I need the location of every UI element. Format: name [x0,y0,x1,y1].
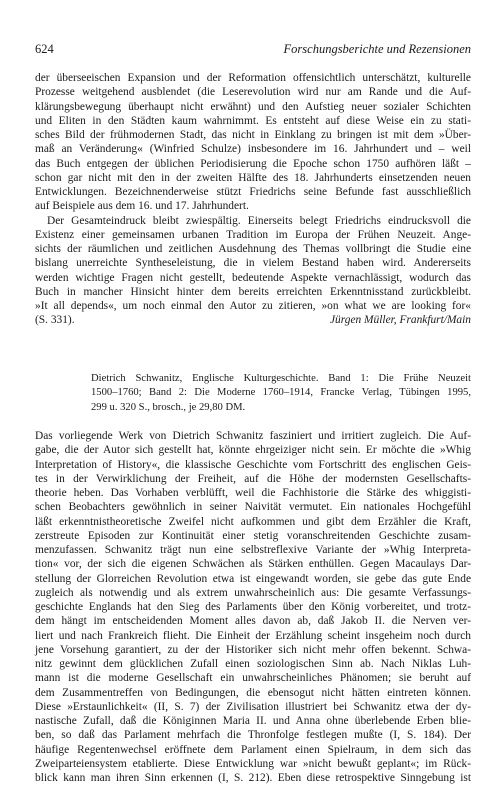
text-line: Zweiparteiensystem etablierte. Diese Entwicklung war »nicht bewußt geplant«; im Rück- [35,757,471,770]
text-line: werden wichtige Fragen nicht gestellt, bedeutende Aspekte vernachlässigt, wodurch das [35,271,471,284]
text-line: stellung der Glorreichen Revolution etwa ist eingewandt worden, sie gebe das gute Ende [35,572,471,585]
citation-signature-line [35,313,471,327]
bib-line: 1500–1760; Band 2: Die Moderne 1760–1914, Francke Verlag, Tübingen 1995, [91,387,471,399]
bibliographic-entry [91,372,471,415]
text-line: tes in der Verwirklichung der Freiheit, auf die Höhe der modernsten Gesellschafts- [35,472,471,485]
text-line: der überseeischen Expansion und der Reformation offensichtlich unterschätzt, kulturelle [35,72,471,84]
text-line: häufige Regentenwechsel eröffnete dem Parlament einen Spielraum, in dem sich das [35,743,471,756]
text-line: Entwicklungen. Bezeichnenderweise stützt Friedrichs seine Befunde fast ausschließlich [35,186,471,198]
review-paragraph-1 [35,71,471,214]
text-line: menzufassen. Schwanitz trägt nun eine selbstreflexive Variante der »Whig Interpreta- [35,544,471,556]
text-line: Diese »Erstaunlichkeit« (II, S. 7) der Zivilisation illustriert bei Schwanitz etwa der dy- [35,700,471,713]
text-line: »It all depends«, um noch einmal den Autor zu zitieren, »on what we are looking for« [35,300,471,312]
text-line: theorie heben. Das Vorhaben verblüfft, weil die Fachhistorie die Stärke des whiggisti- [35,487,471,499]
text-line: jene Vorsehung garantiert, zu der der Historiker sich nicht mehr offen bekennt. Schwa- [35,643,471,656]
reviewer-signature: Jürgen Müller, Frankfurt/Main [330,314,471,327]
text-line: geschichte Englands hat den Sieg des Parlaments über den König vorbereitet, und trotz- [35,601,471,613]
text-line: läßt erkenntnistheoretische Zweifel nicht aufkommen und gibt dem Erzähler die Kraft, [35,515,471,528]
text-line: tion« vor, der sich die eigenen Schwächen als Stärken enthüllen. Gegen Macaulays Dar- [35,558,471,571]
text-line: gabe, die der Autor sich gestellt hat, könnte ehrgeiziger nicht sein. Er möchte die »Whig [35,444,471,457]
review-2-body [35,429,471,785]
text-line: Existenz einer gemeinsamen urbanen Tradition im Europa der Frühen Neuzeit. Ange- [35,228,471,241]
page-number: 624 [35,42,54,56]
text-line: schon gar nicht mit den in der zweiten Hälfte des 18. Jahrhunderts einsetzenden neuen [35,171,471,184]
text-line: nitz gewinnt dem glücklichen Zufall einen soziologischen Sinn ab. Nach Niklas Luh- [35,658,471,670]
text-line: bislang unerreichte Syntheseleistung, die in vielem Bestand haben wird. Andererseits [35,257,471,270]
page-citation: (S. 331). [35,314,75,327]
text-line: Buch in mancher Hinsicht hinter dem bereits erreichten Erkenntnisstand zurückbleibt. [35,285,471,298]
text-line: Das vorliegende Werk von Dietrich Schwanitz fasziniert und irritiert zugleich. Die Auf- [35,430,471,442]
text-line: sches Bild der frühmodernen Stadt, das nicht in Einklang zu bringen ist mit dem »Über- [35,129,471,141]
text-line: blick kann man ihren Sinn erkennen (I, S. 212). Eben diese retrospektive Sinngebung ist [35,772,471,784]
bib-line: Dietrich Schwanitz, Englische Kulturgeschichte. Band 1: Die Frühe Neuzeit [91,373,471,384]
text-line: liert und nach Frankreich flieht. Die Einheit der Erzählung scheint insgeheim noch durch [35,629,471,642]
text-line: zugleich als notwendig und als extrem unwahrscheinlich aus: Die gesamte Verfassungs- [35,586,471,599]
text-line: Interpretation of History«, die klassische Geschichte vom Fortschritt des englischen Geis- [35,458,471,471]
review-paragraph-2 [35,214,471,328]
text-line: zerstreute Episoden zur Kontinuität einer stetig voranschreitenden Geschichte zusam- [35,529,471,542]
running-head: Forschungsberichte und Rezensionen [283,42,471,56]
text-line: und Eliten in den Städten kaum wahrnimmt. Es entsteht auf diese Weise ein zu stati- [35,114,471,127]
text-line: maß an Veränderung« (Winfried Schulze) insbesondere im 16. Jahrhundert und – weil [35,143,471,156]
text-line: sichts der räumlichen und zeitlichen Ausdehnung des Themas vollbringt die Studie eine [35,243,471,255]
text-line: klärungsbewegung überhaupt nicht erwähnt) und den Aufstieg neuer sozialer Schichten [35,100,471,113]
text-line: nastische Zufall, daß die Königinnen Maria II. und Anna ohne überlebende Erben blie- [35,715,471,727]
bib-line: 299 u. 320 S., brosch., je 29,80 DM. [91,401,246,413]
text-line: Prozesse weitgehend ausblendet (die Leserevolution wird nur am Rande und die Auf- [35,86,471,99]
text-line: auf Beispiele aus dem 16. und 17. Jahrhundert. [35,200,249,213]
text-line: dem hängt im entscheidenden Moment alles davon ab, daß Jakob II. die Nerven ver- [35,615,471,628]
page-header [35,42,471,60]
text-line: ben, so daß das Parlament mehrfach die Thronfolge festlegen mußte (I, S. 184). Der [35,729,471,742]
text-line: Der Gesamteindruck bleibt zwiespältig. Einerseits belegt Friedrichs eindrucksvoll die [47,214,471,227]
text-line: schen Beobachters gewöhnlich in seiner Naivität vermutet. Ein nationales Hochgefühl [35,501,471,514]
text-line: das Buch entgegen der üblichen Periodisierung die Epoche schon 1750 aufhören läßt – [35,157,471,170]
text-line: mann ist die moderne Gesellschaft ein unwahrscheinliches Phänomen; sie beruht auf [35,672,471,685]
text-line: dem Zusammentreffen von Bedingungen, die ebensogut nicht hätten eintreten können. [35,686,471,699]
